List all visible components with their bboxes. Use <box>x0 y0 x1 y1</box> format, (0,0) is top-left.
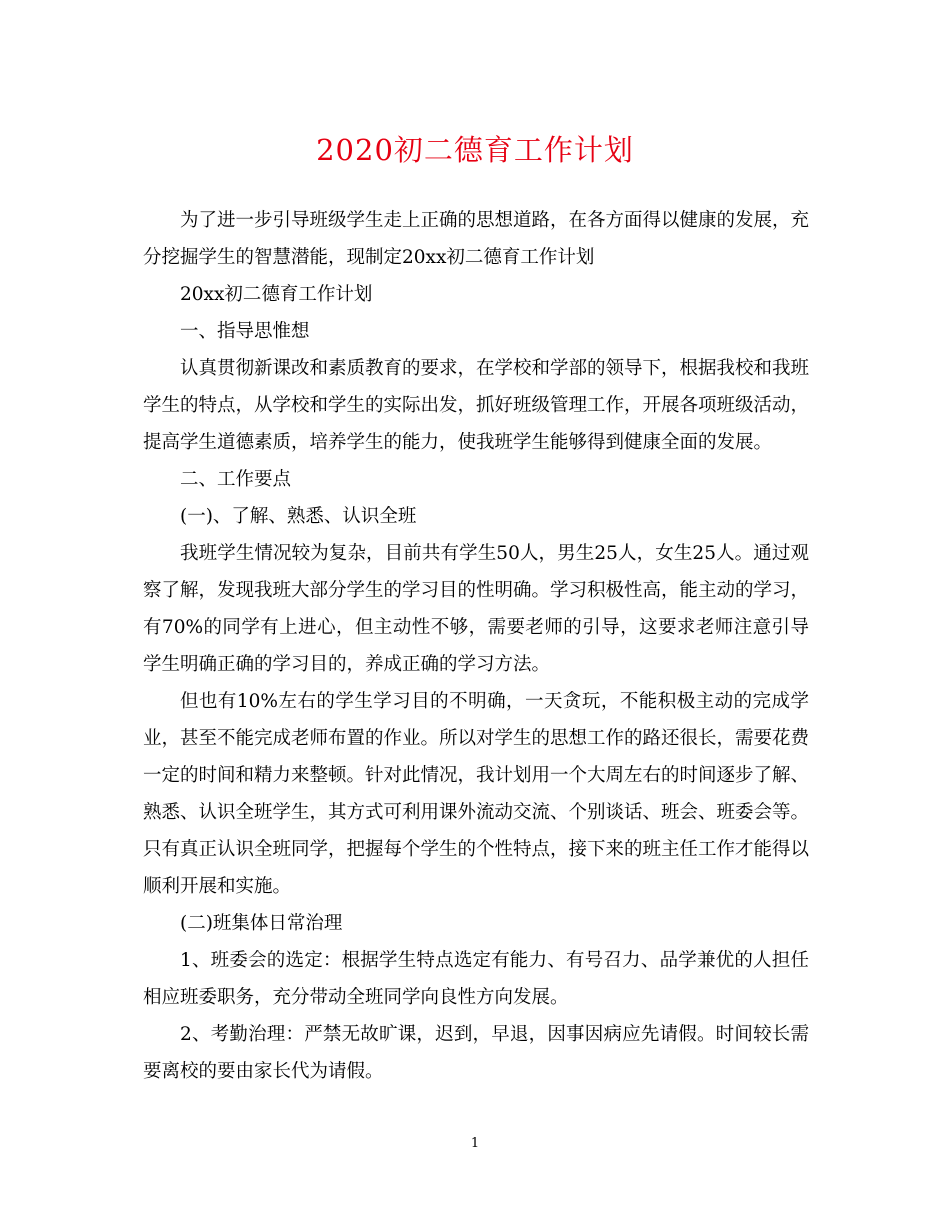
heading-guiding-ideology: 一、指导思惟想 <box>180 321 310 342</box>
paragraph-class-committee: 1、班委会的选定：根据学生特点选定有能力、有号召力、品学兼优的人担任相应班委职务，充分带动全班同学向良性方向发展。 <box>143 950 809 1008</box>
paragraph-subtitle: 20xx初二德育工作计划 <box>180 284 373 305</box>
heading-work-points: 二、工作要点 <box>180 469 292 490</box>
document-title: 2020初二德育工作计划 <box>316 133 634 167</box>
subheading-know-class: (一)、了解、熟悉、认识全班 <box>180 506 417 527</box>
paragraph-guiding-ideology: 认真贯彻新课改和素质教育的要求，在学校和学部的领导下，根据我校和我班学生的特点，从学校和学生的实际出发，抓好班级管理工作，开展各项班级活动，提高学生道德素质，培养学生的能力，使我班学生能够得到健康全面的发展。 <box>143 358 810 453</box>
document-body <box>143 202 809 1090</box>
paragraph-attendance: 2、考勤治理：严禁无故旷课，迟到，早退，因事因病应先请假。时间较长需要离校的要由家长代为请假。 <box>143 1024 809 1082</box>
subheading-daily-management: (二)班集体日常治理 <box>180 913 343 934</box>
paragraph-unclear-goals: 但也有10%左右的学生学习目的不明确，一天贪玩，不能积极主动的完成学业，甚至不能完成老师布置的作业。所以对学生的思想工作的路还很长，需要花费一定的时间和精力来整顿。针对此情况，我计划用一个大周左右的时间逐步了解、熟悉、认识全班学生，其方式可利用课外流动交流、个别谈话、班会、班委会等。只有真正认识全班同学，把握每个学生的个性特点，接下来的班主任工作才能得以顺利开展和实施。 <box>143 691 810 897</box>
paragraph-class-situation: 我班学生情况较为复杂，目前共有学生50人，男生25人，女生25人。通过观察了解，发现我班大部分学生的学习目的性明确。学习积极性高，能主动的学习，有70%的同学有上进心，但主动性不够，需要老师的引导，这要求老师注意引导学生明确正确的学习目的，养成正确的学习方法。 <box>143 543 810 675</box>
paragraph-intro: 为了进一步引导班级学生走上正确的思想道路，在各方面得以健康的发展，充分挖掘学生的智慧潜能，现制定20xx初二德育工作计划 <box>143 210 810 268</box>
page-number: 1 <box>470 1136 480 1151</box>
